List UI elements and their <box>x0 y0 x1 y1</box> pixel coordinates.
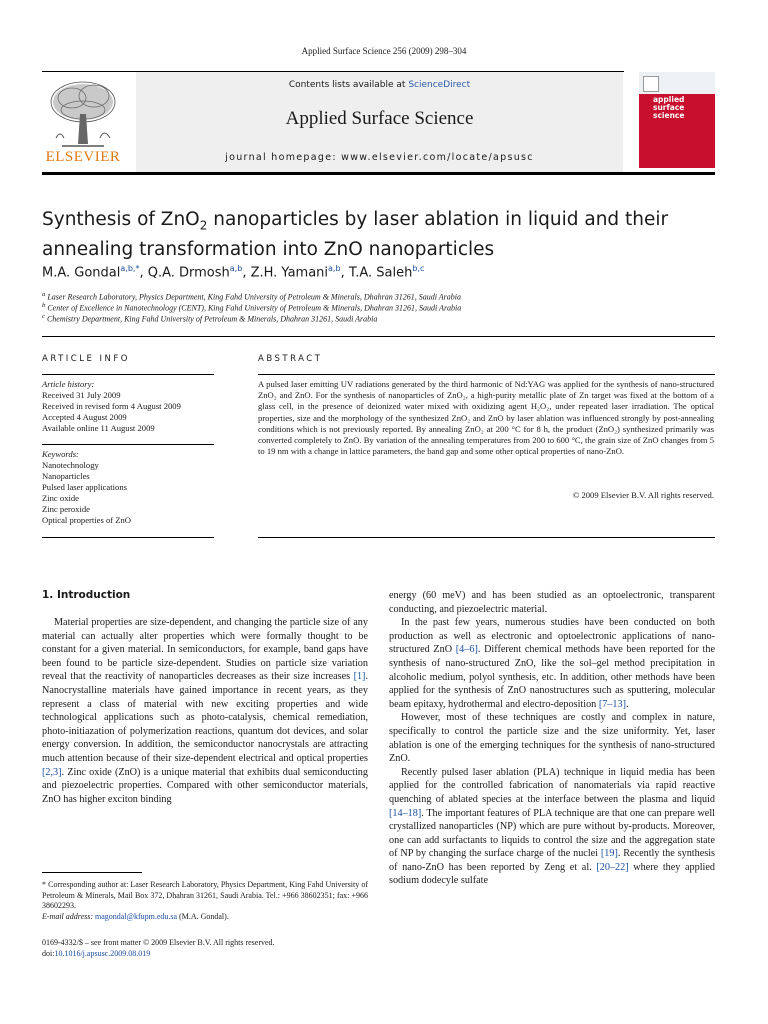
paragraph <box>389 766 715 888</box>
keyword: Nanotechnology <box>42 460 99 470</box>
abstract-bottom-rule <box>258 537 715 538</box>
text-run: In the past few years, numerous studies have been conducted on both production as well as electronic and optoelectronic applications of nano-structured ZnO <box>389 617 715 656</box>
article-history <box>42 379 214 434</box>
history-label: Article history: <box>42 379 95 389</box>
text-run: where they applied sodium dodecyle sulfate <box>389 861 715 887</box>
paragraph <box>389 616 715 711</box>
paragraph: energy (60 meV) and has been studied as an optoelectronic, transparent conducting, and piezoelectric material. <box>389 590 715 615</box>
front-matter-text: 0169-4332/$ – see front matter © 2009 Elsevier B.V. All rights reserved. <box>42 938 275 947</box>
text-run: . Zinc oxide (ZnO) is a unique material that exhibits dual semiconducting and piezoelectric properties. Compared with other semiconductor materials, ZnO has higher exciton binding <box>42 766 368 805</box>
title-part1: Synthesis of ZnO <box>42 209 200 230</box>
cover-title: applied surface science <box>653 95 685 120</box>
affiliation-c <box>42 313 377 324</box>
keyword: Pulsed laser applications <box>42 482 127 492</box>
paragraph: However, most of these techniques are costly and complex in nature, specifically to control the particle size and the size uniformity. Yet, laser ablation is one of the emerging techniques for the synthesis of nano-structured ZnO. <box>389 712 715 765</box>
author-name: , T.A. Saleh <box>340 265 413 281</box>
journal-homepage[interactable]: journal homepage: www.elsevier.com/locate/apsusc <box>225 152 534 163</box>
publisher-name: ELSEVIER <box>45 149 121 165</box>
author-sup[interactable]: a,b <box>229 264 243 273</box>
keyword: Zinc oxide <box>42 493 79 503</box>
citation-link[interactable]: [19] <box>600 848 618 860</box>
author-name: M.A. Gondal <box>42 265 121 281</box>
article-info-rule <box>42 374 214 375</box>
footnote-rule <box>42 872 142 873</box>
affiliation-rule <box>42 336 715 337</box>
history-item: Received in revised form 4 August 2009 <box>42 401 181 411</box>
footnote-text: * Corresponding author at: Laser Research Laboratory, Physics Department, King Fahd University of Petroleum & Minerals, Mail Box 372, Dhahran 31261, Saudi Arabia. Tel.: +966 38602351; fax: +966 38602293. <box>42 880 368 911</box>
paragraph <box>42 616 368 806</box>
author-name: , Q.A. Drmosh <box>139 265 230 281</box>
doi-link[interactable]: 10.1016/j.apsusc.2009.08.019 <box>54 949 151 958</box>
abstract-rule <box>258 374 715 375</box>
email-label: E-mail address: <box>42 911 96 921</box>
affiliation-text: Center of Excellence in Nanotechnology (CENT), King Fahd University of Petroleum & Minerals, Dhahran 31261, Saudi Arabia <box>47 303 462 313</box>
abstract-copyright: © 2009 Elsevier B.V. All rights reserved. <box>572 490 714 500</box>
corresponding-author-footnote <box>42 880 368 922</box>
keywords-label: Keywords: <box>42 449 79 459</box>
doi-line <box>42 948 275 959</box>
title-part2: nanoparticles by laser ablation in liquid and their annealing transformation into ZnO nanoparticles <box>42 209 669 260</box>
keywords-rule <box>42 444 214 445</box>
keywords-block <box>42 449 214 526</box>
journal-title: Applied Surface Science <box>285 108 474 129</box>
history-item: Accepted 4 August 2009 <box>42 412 127 422</box>
text-run: . The important features of PLA technique are that one can prepare well crystallized nanoparticles (NP) which are pure without by-products. Moreover, one can add surfactants to liquids to control the size and the aggregation state of NP by changing the surface charge of the nuclei <box>389 807 715 860</box>
left-column-text <box>42 616 368 806</box>
journal-cover-image <box>639 72 715 168</box>
email-link[interactable]: magondal@kfupm.edu.sa <box>95 911 178 921</box>
abstract-heading: ABSTRACT <box>258 354 323 364</box>
citation-link[interactable]: [4–6] <box>455 644 478 656</box>
author-list <box>42 264 424 280</box>
front-matter-line <box>42 937 275 959</box>
author-sup[interactable]: b,c <box>412 264 425 273</box>
history-item: Received 31 July 2009 <box>42 390 121 400</box>
keyword: Optical properties of ZnO <box>42 515 132 525</box>
affiliation-sup: a <box>42 291 46 298</box>
header-top-rule <box>42 71 624 72</box>
right-column-text <box>389 589 715 888</box>
citation-link[interactable]: [14–18] <box>389 807 422 819</box>
title-subscript: 2 <box>199 218 208 233</box>
keyword: Zinc peroxide <box>42 504 90 514</box>
author-sup[interactable]: a,b <box>328 264 341 273</box>
header-bottom-rule <box>42 172 715 175</box>
elsevier-tree-logo <box>42 76 124 150</box>
article-title <box>42 208 722 262</box>
text-run: Material properties are size-dependent, and changing the particle size of any material can actually alter properties which were formally thought to be constant for a given material. In semiconductors, for example, band gaps have been found to be particle size-dependent. Studies on particle size variation reveal that the reactivity of nanoparticles decreases as their size increases <box>42 617 368 683</box>
affiliation-a <box>42 291 461 302</box>
email-suffix: (M.A. Gondal). <box>177 911 229 921</box>
article-info-bottom-rule <box>42 537 214 538</box>
history-item: Available online 11 August 2009 <box>42 423 155 433</box>
doi-prefix: doi: <box>42 949 55 958</box>
footnote-email-line <box>42 912 368 923</box>
text-run: . Nanocrystalline materials have gained importance in recent years, as they represent a class of material with new exciting properties and wide technological applications such as photo-catalysis, chemical remediation, photo-initiazation of polymerization reactions, quantum dot devices, and solar energy conversion. In addition, the semiconductor nanocrystals are attracting much attention because of their size-dependent electrical and optical properties <box>42 671 368 764</box>
affiliation-sup: b <box>42 302 46 309</box>
affiliation-text: Chemistry Department, King Fahd University of Petroleum & Minerals, Dhahran 31261, Saudi Arabia <box>46 314 378 324</box>
contents-prefix: Contents lists available at <box>288 80 409 90</box>
citation-link[interactable]: [20–22] <box>596 861 629 873</box>
article-info-heading: ARTICLE INFO <box>42 354 130 364</box>
cover-logo-icon <box>643 76 659 92</box>
affiliation-sup: c <box>42 313 45 320</box>
sciencedirect-link[interactable]: ScienceDirect <box>408 80 471 90</box>
author-name: , Z.H. Yamani <box>242 265 329 281</box>
section-heading-introduction: 1. Introduction <box>42 589 131 601</box>
citation-link[interactable]: [1] <box>353 671 366 683</box>
affiliation-b <box>42 302 461 313</box>
text-run: . <box>625 698 629 710</box>
citation-link[interactable]: [2,3] <box>42 766 62 778</box>
author-sup[interactable]: a,b,* <box>120 264 140 273</box>
affiliation-text: Laser Research Laboratory, Physics Department, King Fahd University of Petroleum & Minerals, Dhahran 31261, Saudi Arabia <box>47 292 462 302</box>
text-run: . Different chemical methods have been reported for the synthesis of nano-structured ZnO, like the sol–gel method precipitation in alcoholic medium, polyol synthesis, etc. In addition, other methods have been applied for the synthesis of ZnO nanostructures such as sputtering, molecular beam epitaxy, hydrothermal and electro-deposition <box>389 644 715 710</box>
keyword: Nanoparticles <box>42 471 90 481</box>
text-run: Recently pulsed laser ablation (PLA) technique in liquid media has been applied for the controlled fabrication of nanomaterials via rapid reactive quenching of ablated species at the interface between the plasma and liquid <box>389 766 715 805</box>
journal-reference: Applied Surface Science 256 (2009) 298–304 <box>301 46 467 56</box>
citation-link[interactable]: [7–13] <box>598 698 626 710</box>
abstract-text: A pulsed laser emitting UV radiations generated by the third harmonic of Nd:YAG was applied for the synthesis of nano-structured ZnO₂ and ZnO. For the synthesis of nanoparticles of ZnO₂, a high-purity metallic plate of Zn target was fixed at the bottom of a glass cell, in the presence of deionized water mixed with oxidizing agent H₂O₂, under repeated laser irradiation. The optical properties, size and the morphology of the synthesized ZnO₂ and ZnO by laser ablation was influenced strongly by post-annealing conditions which is not previously reported. By annealing ZnO₂ at 200 °C for 8 h, the product (ZnO₂) synthesized primarily was converted completely to ZnO. By variation of the annealing temperatures from 200 to 600 °C, the grain size of ZnO changes from 5 to 19 nm with a change in lattice parameters, the band gap and some other optical properties of nano-ZnO. <box>258 379 714 457</box>
text-run: . Recently the synthesis of nano-ZnO has been reported by Zeng et al. <box>389 848 715 873</box>
contents-line <box>136 80 623 90</box>
